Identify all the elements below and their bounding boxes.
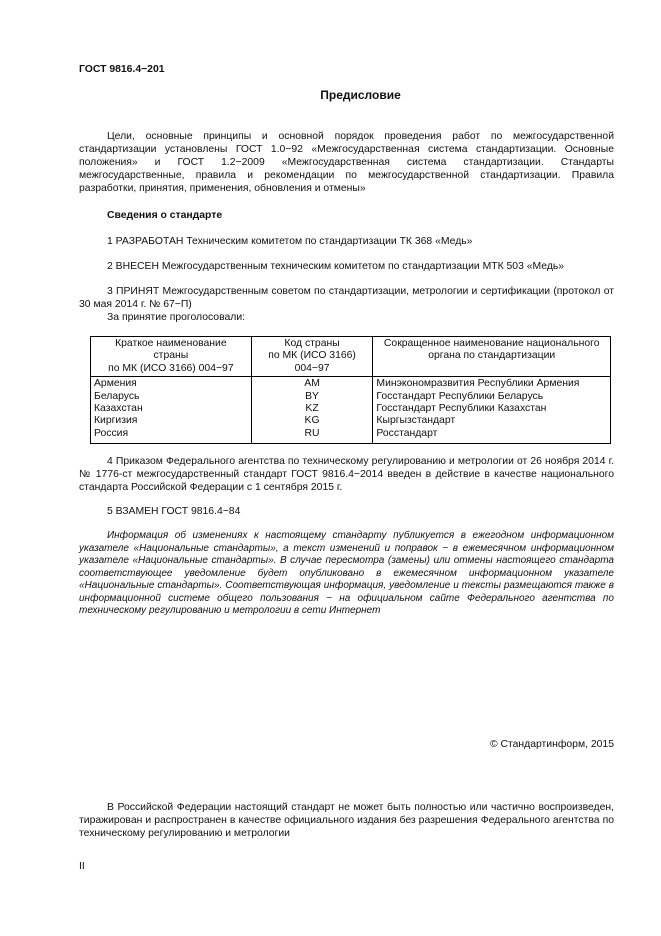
table-row	[91, 428, 611, 444]
page-title: Предисловие	[320, 88, 401, 102]
document-code-header: ГОСТ 9816.4−201	[79, 64, 165, 75]
cell-code: KG	[251, 415, 373, 427]
cell-body: Росстандарт	[373, 428, 611, 444]
column-header-country: Краткое наименование страны по МК (ИСО 3166) 004−97	[91, 337, 252, 377]
column-header-body: Сокращенное наименование национального органа по стандартизации	[373, 337, 611, 377]
cell-code: KZ	[251, 403, 373, 415]
cell-country: Россия	[91, 428, 252, 444]
cell-code: BY	[251, 391, 373, 403]
column-header-code: Код страны по МК (ИСО 3166) 004−97	[251, 337, 373, 377]
item-replaces: 5 ВЗАМЕН ГОСТ 9816.4−84	[107, 506, 241, 517]
table-row	[91, 415, 611, 427]
page-number: II	[79, 861, 85, 872]
copyright-notice: © Стандартинформ, 2015	[489, 739, 614, 750]
table-header-row	[91, 337, 611, 377]
voted-label: За принятие проголосовали:	[107, 312, 246, 323]
item-developed: 1 РАЗРАБОТАН Техническим комитетом по стандартизации ТК 368 «Медь»	[107, 236, 473, 247]
cell-code: AM	[251, 377, 373, 391]
item-introduced: 2 ВНЕСЕН Межгосударственным техническим комитетом по стандартизации МТК 503 «Медь»	[107, 261, 565, 272]
voting-countries-table	[90, 336, 611, 444]
item-adopted: 3 ПРИНЯТ Межгосударственным советом по стандартизации, метрологии и сертификации (протокол от 30 мая 2014 г. № 67−П)	[79, 286, 614, 310]
cell-country: Киргизия	[91, 415, 252, 427]
reproduction-notice: В Российской Федерации настоящий стандарт не может быть полностью или частично воспроизведен, тиражирован и распространен в качестве официального издания без разрешения Федерального агентства по техническому регулированию и метрологии	[79, 802, 614, 839]
cell-body: Минэкономразвития Республики Армения	[373, 377, 611, 391]
item-enacted: 4 Приказом Федерального агентства по техническому регулированию и метрологии от 26 ноября 2014 г. № 1776-ст межгосударственный стандарт ГОСТ 9816.4−2014 введен в действие в качестве национального стандарта Российской Федерации с 1 сентября 2015 г.	[79, 456, 614, 493]
cell-country: Беларусь	[91, 391, 252, 403]
cell-body: Кыргызстандарт	[373, 415, 611, 427]
cell-body: Госстандарт Республики Беларусь	[373, 391, 611, 403]
table-row	[91, 391, 611, 403]
about-standard-heading: Сведения о стандарте	[107, 210, 223, 221]
cell-country: Армения	[91, 377, 252, 391]
cell-body: Госстандарт Республики Казахстан	[373, 403, 611, 415]
table-row	[91, 377, 611, 391]
cell-country: Казахстан	[91, 403, 252, 415]
intro-paragraph: Цели, основные принципы и основной порядок проведения работ по межгосударственной стандартизации установлены ГОСТ 1.0−92 «Межгосударственная система стандартизации. Основные положения» и ГОСТ 1.2−2009 «Межгосударственная система стандартизации. Стандарты межгосударственные, правила и рекомендации по межгосударственной стандартизации. Правила разработки, принятия, применения, обновления и отмены»	[79, 131, 614, 194]
cell-code: RU	[251, 428, 373, 444]
table-row	[91, 403, 611, 415]
changes-information-note: Информация об изменениях к настоящему стандарту публикуется в ежегодном информационном указателе «Национальные стандарты», а текст изменений и поправок − в ежемесячном информационном указателе «Национальные стандарты». В случае пересмотра (замены) или отмены настоящего стандарта соответствующее уведомление будет опубликовано в ежемесячном информационном указателе «Национальные стандарты». Соответствующая информация, уведомление и тексты размещаются также в информационной системе общего пользования − на официальном сайте Федерального агентства по техническому регулированию и метрологии в сети Интернет	[79, 530, 614, 616]
